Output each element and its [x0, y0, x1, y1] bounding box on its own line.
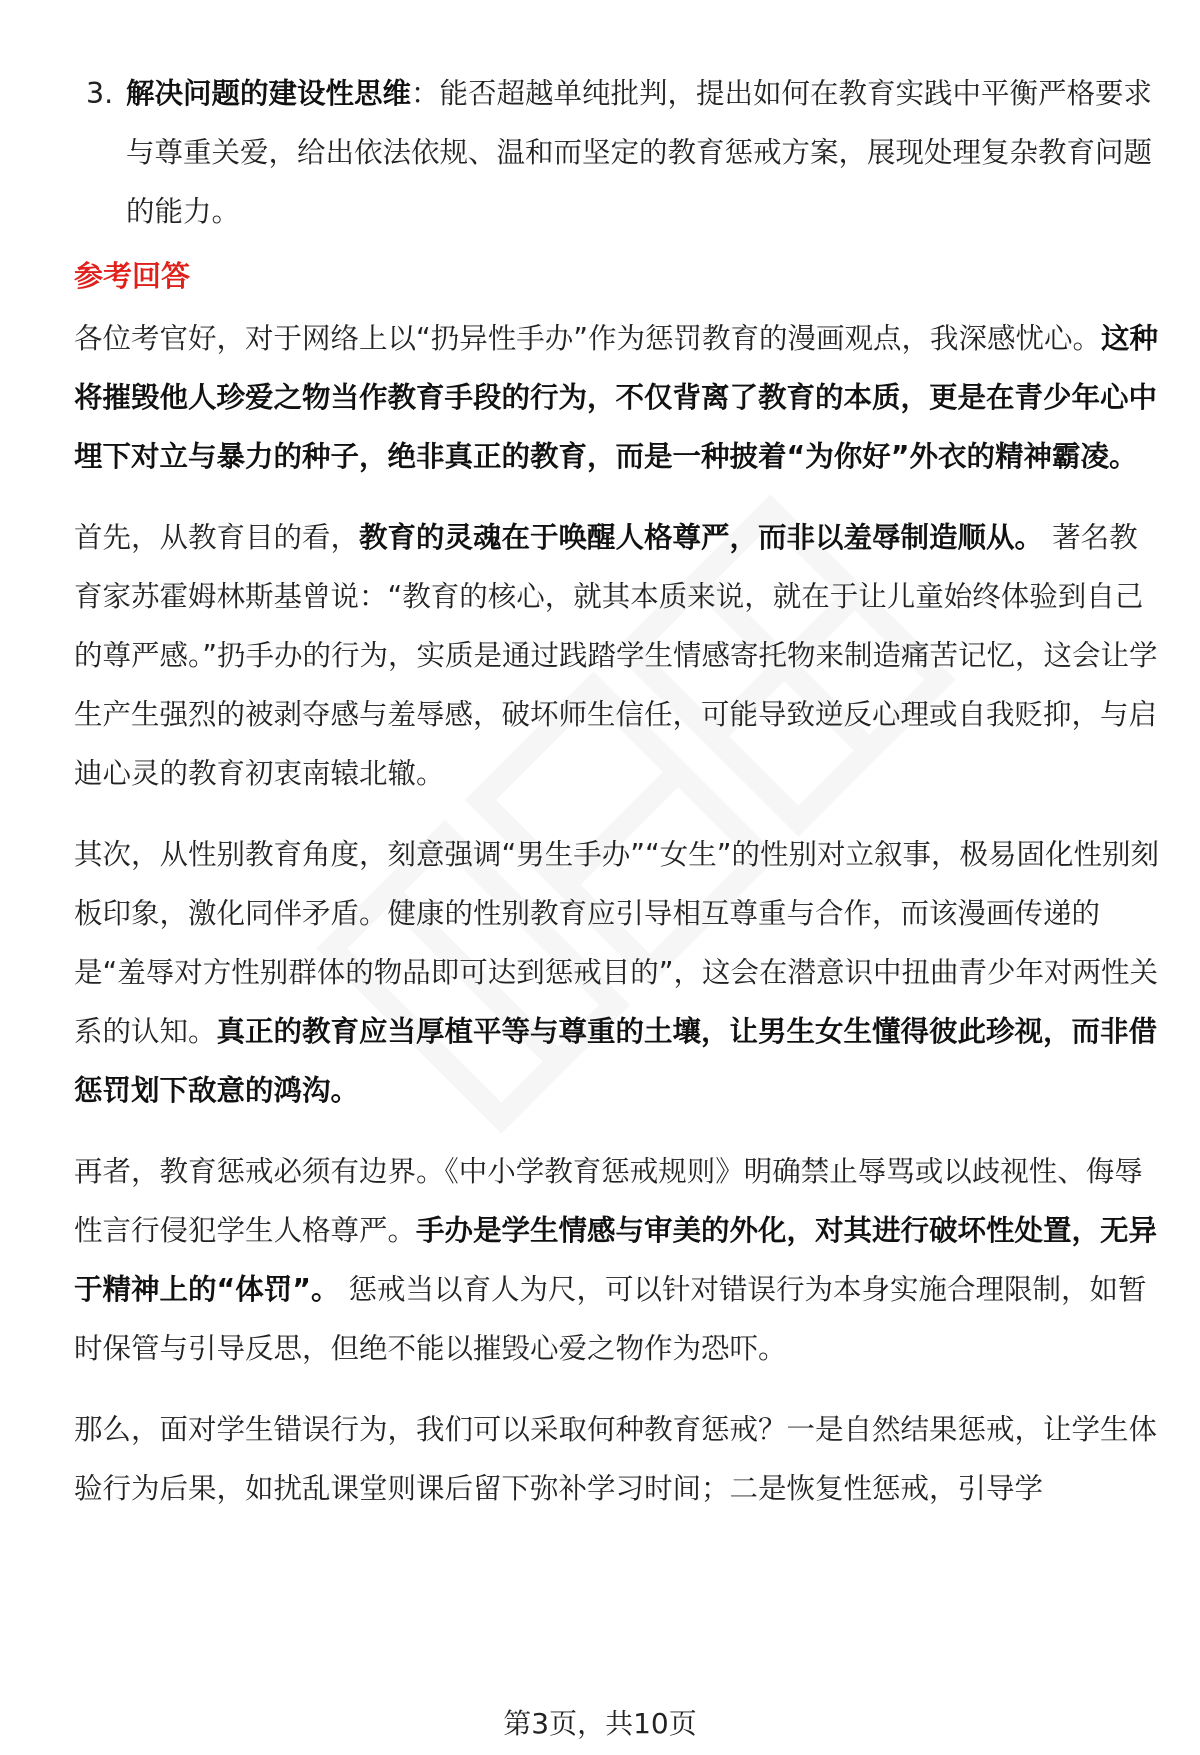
third-text-1: 再者，教育惩戒必须有边界。《中小学教育惩戒规则》明确禁止辱骂或以歧视性、侮辱性言行侵犯学生人格尊严。: [74, 1155, 1143, 1247]
first-text-1: 首先，从教育目的看，: [74, 521, 360, 554]
fourth-text: 那么，面对学生错误行为，我们可以采取何种教育惩戒？一是自然结果惩戒，让学生体验行为后果，如扰乱课堂则课后留下弥补学习时间；二是恢复性惩戒，引导学: [74, 1413, 1158, 1505]
first-text-2: 著名教育家苏霍姆林斯基曾说：“教育的核心，就其本质来说，就在于让儿童始终体验到自己的尊严感。”扔手办的行为，实质是通过践踏学生情感寄托物来制造痛苦记忆，这会让学生产生强烈的被剥夺感与羞辱感，破坏师生信任，可能导致逆反心理或自我贬抑，与启迪心灵的教育初衷南辕北辙。: [74, 521, 1158, 790]
page-footer: 第3页，共10页: [503, 1707, 697, 1740]
paragraph-first: [74, 508, 1164, 803]
list-item-title: 解决问题的建设性思维: [126, 77, 412, 110]
paragraph-second: [74, 825, 1164, 1120]
second-text: 其次，从性别教育角度，刻意强调“男生手办”“女生”的性别对立叙事，极易固化性别刻板印象，激化同伴矛盾。健康的性别教育应引导相互尊重与合作，而该漫画传递的是“羞辱对方性别群体的物品即可达到惩戒目的”，这会在潜意识中扭曲青少年对两性关系的认知。: [74, 838, 1160, 1048]
intro-bold-text: 这种将摧毁他人珍爱之物当作教育手段的行为，不仅背离了教育的本质，更是在青少年心中埋下对立与暴力的种子，绝非真正的教育，而是一种披着“为你好”外衣的精神霸凌。: [74, 322, 1159, 473]
list-number: 3.: [86, 77, 114, 110]
third-bold-text: 手办是学生情感与审美的外化，对其进行破坏性处置，无异于精神上的“体罚”。: [74, 1214, 1158, 1306]
list-item-body: [126, 64, 1164, 241]
intro-text: 各位考官好，对于网络上以“扔异性手办”作为惩罚教育的漫画观点，我深感忧心。: [74, 322, 1102, 355]
list-item-text: ：能否超越单纯批判，提出如何在教育实践中平衡严格要求与尊重关爱，给出依法依规、温和而坚定的教育惩戒方案，展现处理复杂教育问题的能力。: [126, 77, 1153, 228]
paragraph-intro: [74, 309, 1164, 486]
second-bold-text: 真正的教育应当厚植平等与尊重的土壤，让男生女生懂得彼此珍视，而非借惩罚划下敌意的鸿沟。: [74, 1015, 1158, 1107]
third-text-2: 惩戒当以育人为尺，可以针对错误行为本身实施合理限制，如暂时保管与引导反思，但绝不能以摧毁心爱之物作为恐吓。: [74, 1273, 1147, 1365]
first-bold-text: 教育的灵魂在于唤醒人格尊严，而非以羞辱制造顺从。: [359, 521, 1044, 554]
list-item-3: [74, 64, 1164, 241]
paragraph-fourth: [74, 1400, 1164, 1518]
page-content: [74, 64, 1164, 1518]
paragraph-third: [74, 1142, 1164, 1378]
reference-answer-heading: 参考回答: [74, 259, 191, 293]
